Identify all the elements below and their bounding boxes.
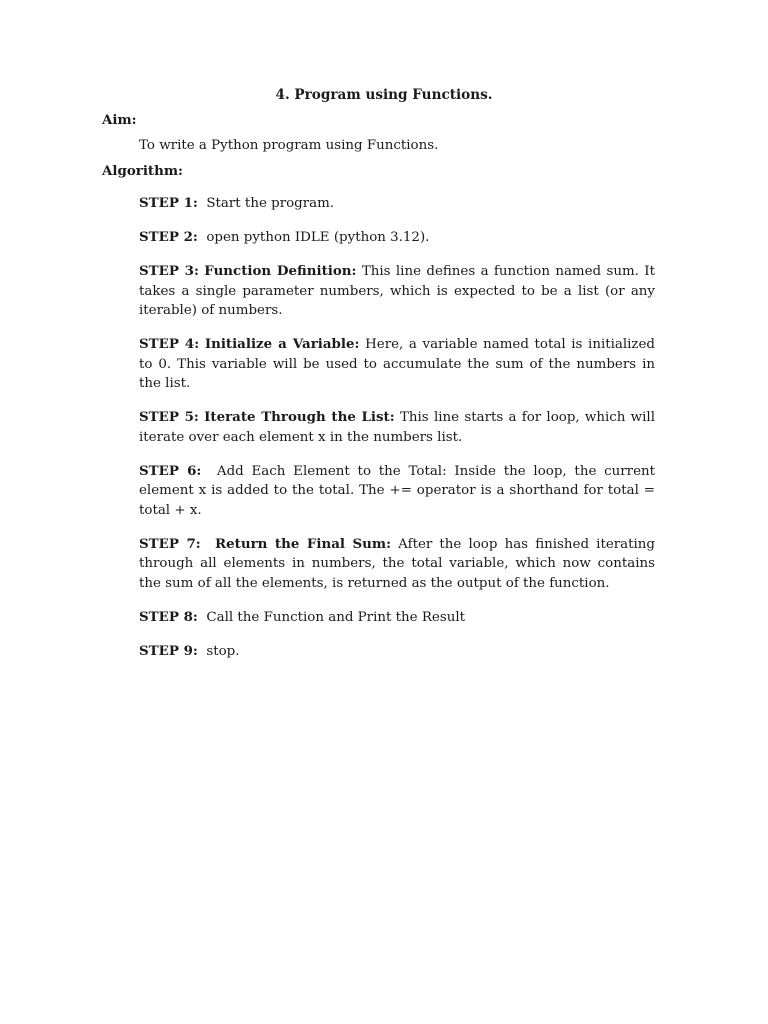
step-label: STEP 6: [139,462,202,479]
aim-label: Aim: [102,112,137,128]
step-text: After the loop has finished iterating through all elements in numbers, the total variable, which now contains the sum of all the elements, is returned as the output of the function. [139,536,655,591]
step-3 [139,262,655,321]
algorithm-steps [139,194,655,676]
aim-text: To write a Python program using Functions. [139,138,439,153]
step-label: STEP 2: [139,229,198,245]
step-text: This line defines a function named sum. It takes a single parameter numbers, which is expected to be a list (or any iterable) of numbers. [139,264,655,318]
step-label: STEP 3: [139,263,199,279]
step-text: This line starts a for loop, which will iterate over each element x in the numbers list. [139,410,655,445]
step-heading: Return the Final Sum: [215,535,392,552]
algorithm-label: Algorithm: [102,163,183,179]
step-text: Call the Function and Print the Result [206,609,465,625]
step-label: STEP 8: [139,608,198,625]
step-label: STEP 4: [139,336,200,352]
step-label: STEP 1: [139,195,198,211]
step-text: Here, a variable named total is initialized to 0. This variable will be used to accumulate the sum of the numbers in the list. [139,337,655,391]
step-9 [139,642,655,662]
step-4 [139,335,655,394]
step-6 [139,462,655,521]
step-text: stop. [206,643,240,659]
step-text: open python IDLE (python 3.12). [206,230,430,245]
step-label: STEP 5: [139,409,199,425]
step-text: Add Each Element to the Total: Inside the loop, the current element x is added to the total. The += operator is a shorthand for total = total + x. [139,463,655,518]
step-7 [139,535,655,594]
step-heading: Iterate Through the List: [204,409,395,425]
step-2 [139,228,655,248]
step-label: STEP 7: [139,535,201,552]
step-text: Start the program. [206,196,335,211]
step-8 [139,608,655,628]
document-title: 4. Program using Functions. [275,87,493,103]
step-label: STEP 9: [139,642,198,659]
step-heading: Initialize a Variable: [204,336,360,352]
step-heading: Function Definition: [204,263,357,279]
step-1 [139,194,655,214]
step-5 [139,408,655,447]
